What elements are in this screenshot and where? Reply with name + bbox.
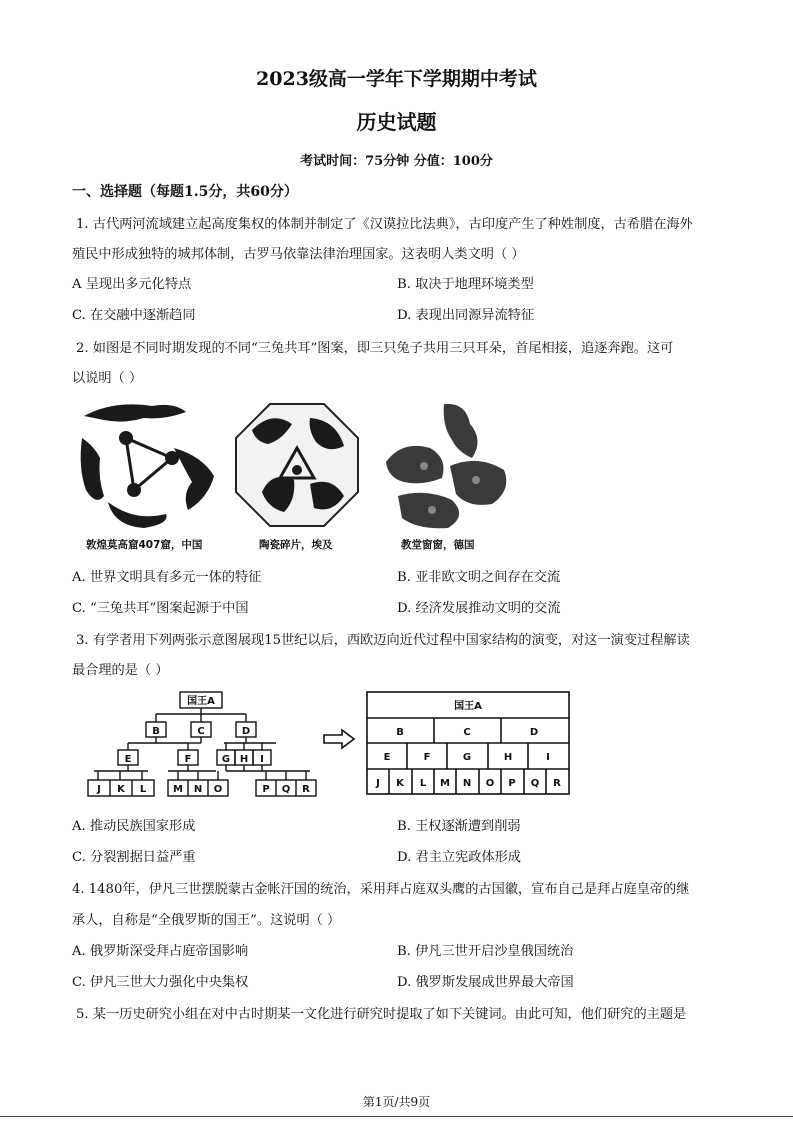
q4-option-c: C. 伊凡三世大力强化中央集权	[72, 975, 249, 990]
q3-option-a: A. 推动民族国家形成	[72, 819, 196, 834]
q2-option-b: B. 亚非欧文明之间存在交流	[397, 570, 561, 585]
q1-option-d: D. 表现出同源异流特征	[397, 308, 535, 323]
table-root-label: 国王A	[454, 701, 482, 712]
centralized-state-diagram	[366, 691, 570, 795]
q2-option-c: C. “三兔共耳”图案起源于中国	[72, 601, 249, 616]
table-cell-i: I	[546, 752, 550, 763]
tree-node-j: J	[97, 784, 101, 795]
q1-option-a: A 呈现出多元化特点	[72, 277, 192, 292]
tree-node-f: F	[184, 754, 192, 765]
q3-stem-line2: 最合理的是（ ）	[72, 663, 169, 678]
image-caption-3: 教堂窗窗，德国	[401, 539, 475, 551]
image-caption-2: 陶瓷碎片，埃及	[259, 539, 333, 551]
table-cell-b: B	[396, 727, 404, 738]
tree-node-q: Q	[281, 784, 291, 795]
q1-option-c: C. 在交融中逐渐趋同	[72, 308, 196, 323]
tree-node-e: E	[124, 754, 132, 765]
table-cell-m: M	[440, 778, 450, 789]
tree-node-k: K	[117, 784, 125, 795]
exam-title: 2023级高一学年下学期期中考试	[256, 68, 537, 90]
q2-stem-line2: 以说明（ ）	[72, 371, 143, 386]
tree-node-m: M	[173, 784, 183, 795]
table-cell-o: O	[485, 778, 495, 789]
q4-option-b: B. 伊凡三世开启沙皇俄国统治	[397, 944, 574, 959]
table-cell-q: Q	[530, 778, 540, 789]
table-cell-h: H	[503, 752, 513, 763]
q4-stem-line2: 承人，自称是“全俄罗斯的国王”。这说明（ ）	[72, 913, 341, 928]
exam-subject: 历史试题	[356, 110, 437, 134]
q3-option-b: B. 王权逐渐遭到削弱	[397, 819, 521, 834]
q4-option-a: A. 俄罗斯深受拜占庭帝国影响	[72, 944, 249, 959]
tree-node-i: I	[260, 754, 264, 765]
tree-node-o: O	[213, 784, 223, 795]
table-cell-f: F	[423, 752, 431, 763]
image-caption-1: 敦煌莫高窟407窟，中国	[86, 539, 203, 551]
q4-option-d: D. 俄罗斯发展成世界最大帝国	[397, 975, 574, 990]
tree-node-p: P	[262, 784, 270, 795]
feudal-hierarchy-diagram	[84, 690, 326, 802]
table-cell-r: R	[553, 778, 561, 789]
tree-root-label: 国王A	[187, 696, 215, 707]
table-cell-k: K	[396, 778, 404, 789]
three-rabbits-image-egypt	[232, 400, 362, 530]
tree-node-g: G	[221, 754, 231, 765]
table-cell-g: G	[462, 752, 472, 763]
footer-divider	[0, 1116, 793, 1117]
q4-stem-line1: 4. 1480年，伊凡三世摆脱蒙古金帐汗国的统治，采用拜占庭双头鹰的古国徽，宣布自己是拜占庭皇帝的继	[72, 882, 690, 897]
table-cell-e: E	[383, 752, 391, 763]
q3-option-c: C. 分裂割据日益严重	[72, 850, 196, 865]
table-cell-j: J	[376, 778, 380, 789]
tree-node-c: C	[197, 726, 205, 737]
tree-node-b: B	[152, 726, 160, 737]
q2-option-a: A. 世界文明具有多元一体的特征	[72, 570, 262, 585]
tree-node-n: N	[193, 784, 203, 795]
tree-node-d: D	[241, 726, 251, 737]
tree-node-l: L	[139, 784, 147, 795]
three-rabbits-image-dunhuang	[74, 398, 224, 533]
q3-stem-line1: 3. 有学者用下列两张示意图展现15世纪以后，西欧迈向近代过程中国家结构的演变，对这一演变过程解读	[76, 633, 690, 648]
q2-option-d: D. 经济发展推动文明的交流	[397, 601, 561, 616]
table-cell-n: N	[462, 778, 472, 789]
three-rabbits-image-germany	[372, 400, 522, 534]
table-cell-l: L	[419, 778, 427, 789]
q5-stem-line1: 5. 某一历史研究小组在对中古时期某一文化进行研究时提取了如下关键词。由此可知，他们研究的主题是	[76, 1007, 687, 1022]
q1-option-b: B. 取决于地理环境类型	[397, 277, 534, 292]
exam-meta: 考试时间：75分钟 分值：100分	[300, 154, 493, 169]
q1-stem-line1: 1. 古代两河流域建立起高度集权的体制并制定了《汉谟拉比法典》，古印度产生了种姓制度，古希腊在海外	[76, 217, 693, 232]
table-cell-c: C	[463, 727, 471, 738]
right-arrow-icon	[322, 728, 356, 750]
tree-node-h: H	[239, 754, 249, 765]
page-number: 第1页/共9页	[362, 1095, 431, 1109]
table-cell-d: D	[529, 727, 539, 738]
q2-stem-line1: 2. 如图是不同时期发现的不同“三兔共耳”图案，即三只兔子共用三只耳朵，首尾相接，追逐奔跑。这可	[76, 341, 674, 356]
section-title: 一、选择题（每题1.5分，共60分）	[72, 184, 298, 200]
q1-stem-line2: 殖民中形成独特的城邦体制，古罗马依靠法律治理国家。这表明人类文明（ ）	[72, 247, 525, 262]
tree-node-r: R	[302, 784, 310, 795]
table-cell-p: P	[508, 778, 516, 789]
q3-option-d: D. 君主立宪政体形成	[397, 850, 521, 865]
